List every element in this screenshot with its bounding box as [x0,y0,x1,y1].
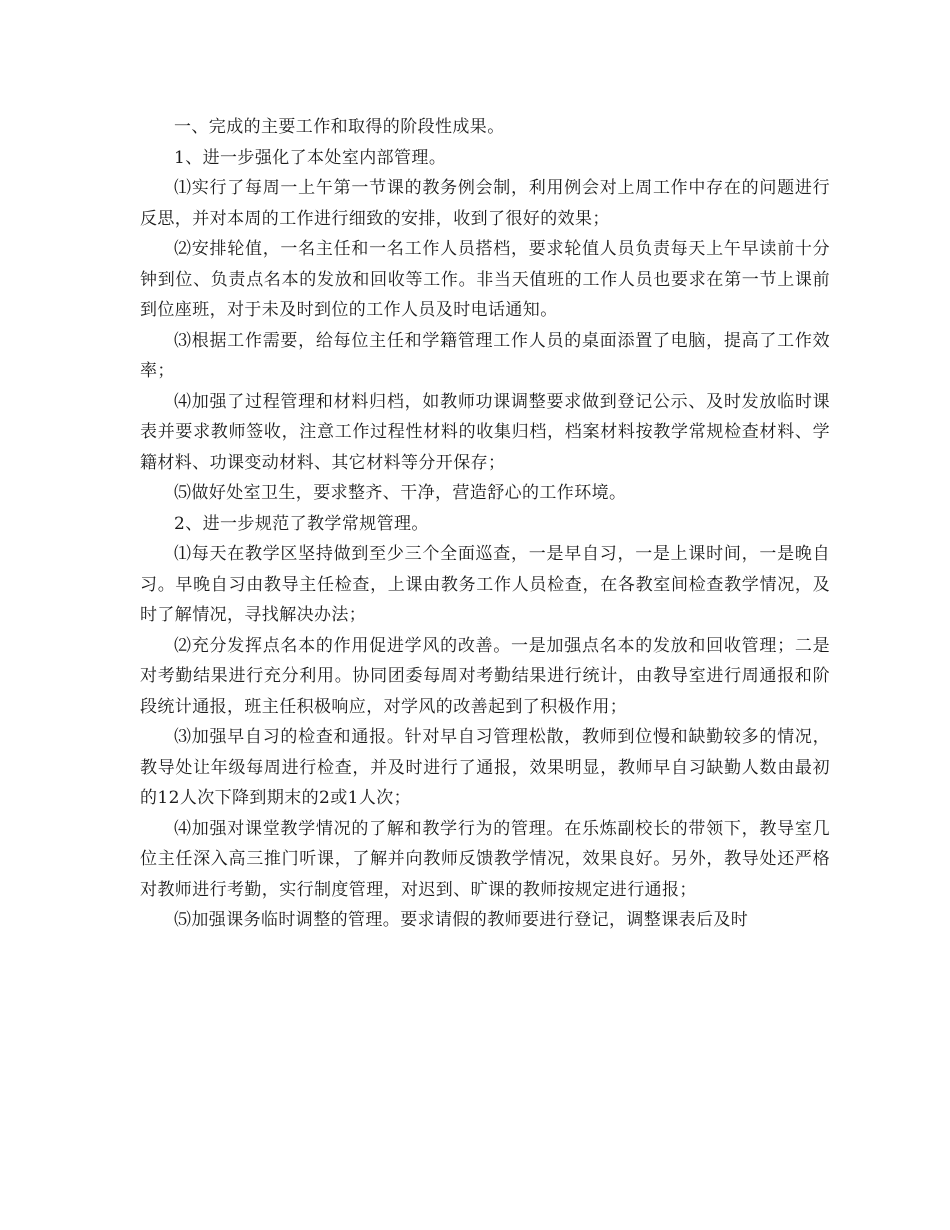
subsection-heading-2: 2、进一步规范了教学常规管理。 [174,513,429,534]
paragraph-2-5: ⑸加强课务临时调整的管理。要求请假的教师要进行登记，调整课表后及时 [174,910,749,930]
paragraph-2-2: ⑵充分发挥点名本的作用促进学风的改善。一是加强点名本的发放和回收管理；二是对考勤结果进行充分利用。协同团委每周对考勤结果进行统计，由教导室进行周通报和阶段统计通报，班主任积极响应，对学风的改善起到了积极作用； [140,635,830,717]
paragraph-1-1: ⑴实行了每周一上午第一节课的教务例会制，利用例会对上周工作中存在的问题进行反思，并对本周的工作进行细致的安排，收到了很好的效果； [140,178,830,229]
paragraph-2-4: ⑷加强对课堂教学情况的了解和教学行为的管理。在乐炼副校长的带领下，教导室几位主任深入高三推门听课，了解并向教师反馈教学情况，效果良好。另外，教导处还严格对教师进行考勤，实行制度管理，对迟到、旷课的教师按规定进行通报； [140,818,830,900]
paragraph-2-1: ⑴每天在教学区坚持做到至少三个全面巡查，一是早自习，一是上课时间，一是晚自习。早晚自习由教导主任检查，上课由教务工作人员检查，在各教室间检查教学情况，及时了解情况，寻找解决办法； [140,544,830,625]
document-body [140,112,830,936]
paragraph-1-5: ⑸做好处室卫生，要求整齐、干净，营造舒心的工作环境。 [174,483,627,503]
subsection-heading-1: 1、进一步强化了本处室内部管理。 [174,147,447,168]
paragraph-1-4: ⑷加强了过程管理和材料归档，如教师功课调整要求做到登记公示、及时发放临时课表并要求教师签收，注意工作过程性材料的收集归档，档案材料按教学常规检查材料、学籍材料、功课变动材料、其它材料等分开保存； [140,391,830,473]
section-heading-1: 一、完成的主要工作和取得的阶段性成果。 [174,117,505,137]
paragraph-2-3: ⑶加强早自习的检查和通报。针对早自习管理松散，教师到位慢和缺勤较多的情况，教导处让年级每周进行检查，并及时进行了通报，效果明显，教师早自习缺勤人数由最初的12人次下降到期末的2或1人次； [140,727,830,808]
paragraph-1-3: ⑶根据工作需要，给每位主任和学籍管理工作人员的桌面添置了电脑，提高了工作效率； [140,330,830,381]
paragraph-1-2: ⑵安排轮值，一名主任和一名工作人员搭档，要求轮值人员负责每天上午早读前十分钟到位、负责点名本的发放和回收等工作。非当天值班的工作人员也要求在第一节上课前到位座班，对于未及时到位的工作人员及时电话通知。 [140,239,830,320]
